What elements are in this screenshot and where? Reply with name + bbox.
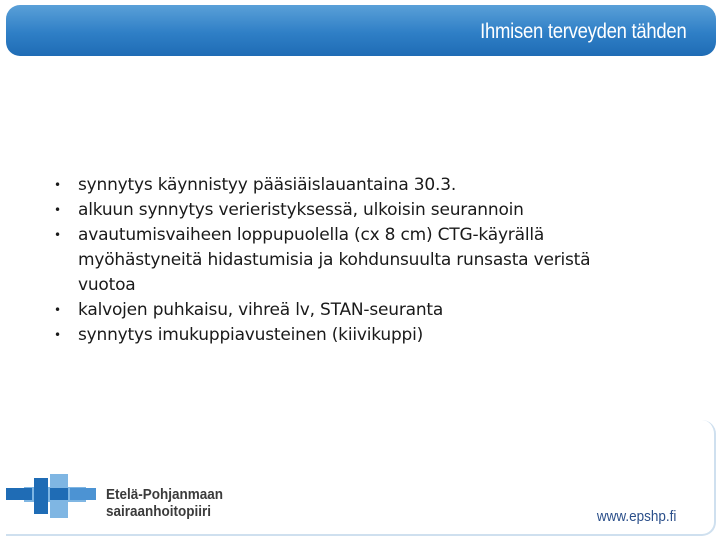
bullet-text: synnytys imukuppiavusteinen (kiivikuppi)	[78, 325, 424, 345]
header-title: Ihmisen terveyden tähden	[479, 20, 686, 43]
organization-name	[106, 486, 223, 520]
bullet-dot-icon: •	[54, 303, 61, 317]
bullet-item	[54, 223, 694, 298]
bullet-item	[54, 173, 694, 198]
slide-content	[54, 173, 694, 348]
bullet-dot-icon: •	[54, 178, 61, 192]
header-bar	[6, 5, 716, 56]
org-name-line1: Etelä-Pohjanmaan	[106, 486, 224, 503]
bullet-dot-icon: •	[54, 328, 61, 342]
bullet-list	[54, 173, 694, 348]
bullet-text: kalvojen puhkaisu, vihreä lv, STAN-seuranta	[78, 300, 444, 320]
bullet-item	[54, 298, 694, 323]
bullet-text: synnytys käynnistyy pääsiäislauantaina 30.3.	[78, 175, 457, 195]
bullet-text: vuotoa	[78, 275, 136, 295]
bullet-text: avautumisvaiheen loppupuolella (cx 8 cm) CTG-käyrällä	[78, 225, 545, 245]
bullet-item	[54, 198, 694, 223]
bullet-item	[54, 323, 694, 348]
website-link[interactable]: www.epshp.fi	[596, 508, 676, 525]
cross-logo-icon	[6, 474, 102, 518]
bullet-text: alkuun synnytys verieristyksessä, ulkoisin seurannoin	[78, 200, 524, 220]
bullet-text: myöhästyneitä hidastumisia ja kohdunsuulta runsasta veristä	[78, 250, 591, 270]
bullet-dot-icon: •	[54, 203, 61, 217]
org-name-line2: sairaanhoitopiiri	[106, 503, 212, 520]
bullet-dot-icon: •	[54, 228, 61, 242]
